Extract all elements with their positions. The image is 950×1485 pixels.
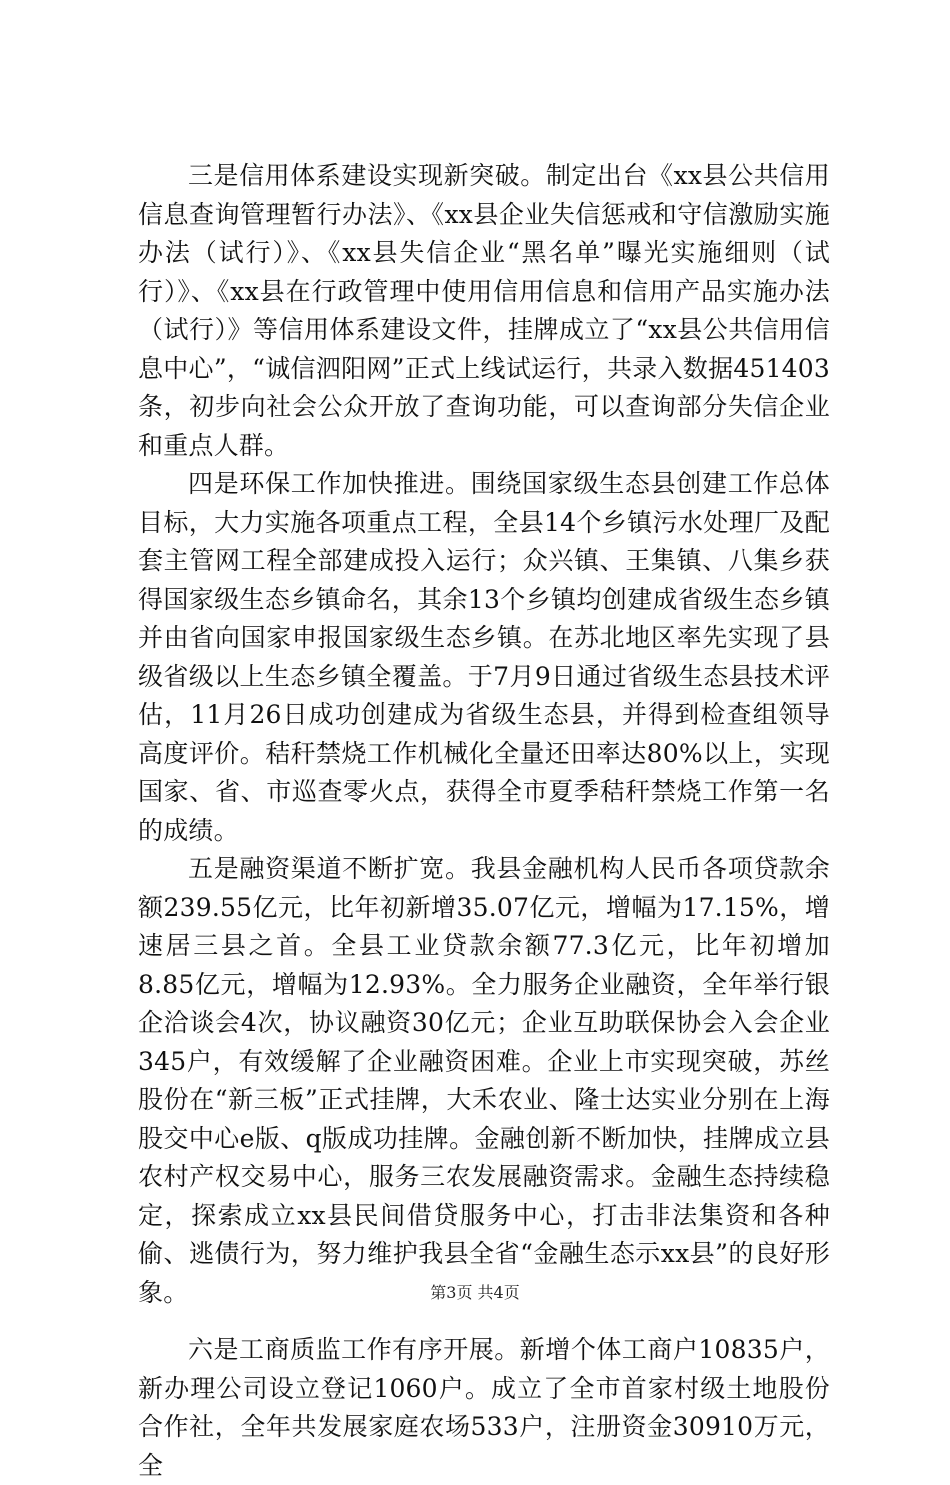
paragraph-financing-channels: 五是融资渠道不断扩宽。我县金融机构人民币各项贷款余额239.55亿元，比年初新增35.07亿元，增幅为17.15%，增速居三县之首。全县工业贷款余额77.3亿元，比年初增加8.85亿元，增幅为12.93%。全力服务企业融资，全年举行银企洽谈会4次，协议融资30亿元；企业互助联保协会入会企业345户，有效缓解了企业融资困难。企业上市实现突破，苏丝股份在“新三板”正式挂牌，大禾农业、隆士达实业分别在上海股交中心e版、q版成功挂牌。金融创新不断加快，挂牌成立县农村产权交易中心，服务三农发展融资需求。金融生态持续稳定，探索成立xx县民间借贷服务中心，打击非法集资和各种偷、逃债行为，努力维护我县全省“金融生态示xx县”的良好形象。 [138,854,830,1307]
paragraph-credit-system: 三是信用体系建设实现新突破。制定出台《xx县公共信用信息查询管理暂行办法》、《xx县企业失信惩戒和守信激励实施办法（试行）》、《xx县失信企业“黑名单”曝光实施细则（试行）》、《xx县在行政管理中使用信用信息和信用产品实施办法（试行）》等信用体系建设文件，挂牌成立了“xx县公共信用信息中心”，“诚信泗阳网”正式上线试运行，共录入数据451403条，初步向社会公众开放了查询功能，可以查询部分失信企业和重点人群。 [138,161,830,460]
page-footer: 第3页 共4页 [430,1283,520,1302]
paragraph-industry-commerce: 六是工商质监工作有序开展。新增个体工商户10835户，新办理公司设立登记1060户。成立了全市首家村级土地股份合作社，全年共发展家庭农场533户，注册资金30910万元，全 [138,1335,830,1480]
paragraph-environmental-protection: 四是环保工作加快推进。围绕国家级生态县创建工作总体目标，大力实施各项重点工程，全县14个乡镇污水处理厂及配套主管网工程全部建成投入运行；众兴镇、王集镇、八集乡获得国家级生态乡镇命名，其余13个乡镇均创建成省级生态乡镇并由省向国家申报国家级生态乡镇。在苏北地区率先实现了县级省级以上生态乡镇全覆盖。于7月9日通过省级生态县技术评估，11月26日成功创建成为省级生态县，并得到检查组领导高度评价。秸秆禁烧工作机械化全量还田率达80%以上，实现国家、省、市巡查零火点，获得全市夏季秸秆禁烧工作第一名的成绩。 [138,469,830,845]
